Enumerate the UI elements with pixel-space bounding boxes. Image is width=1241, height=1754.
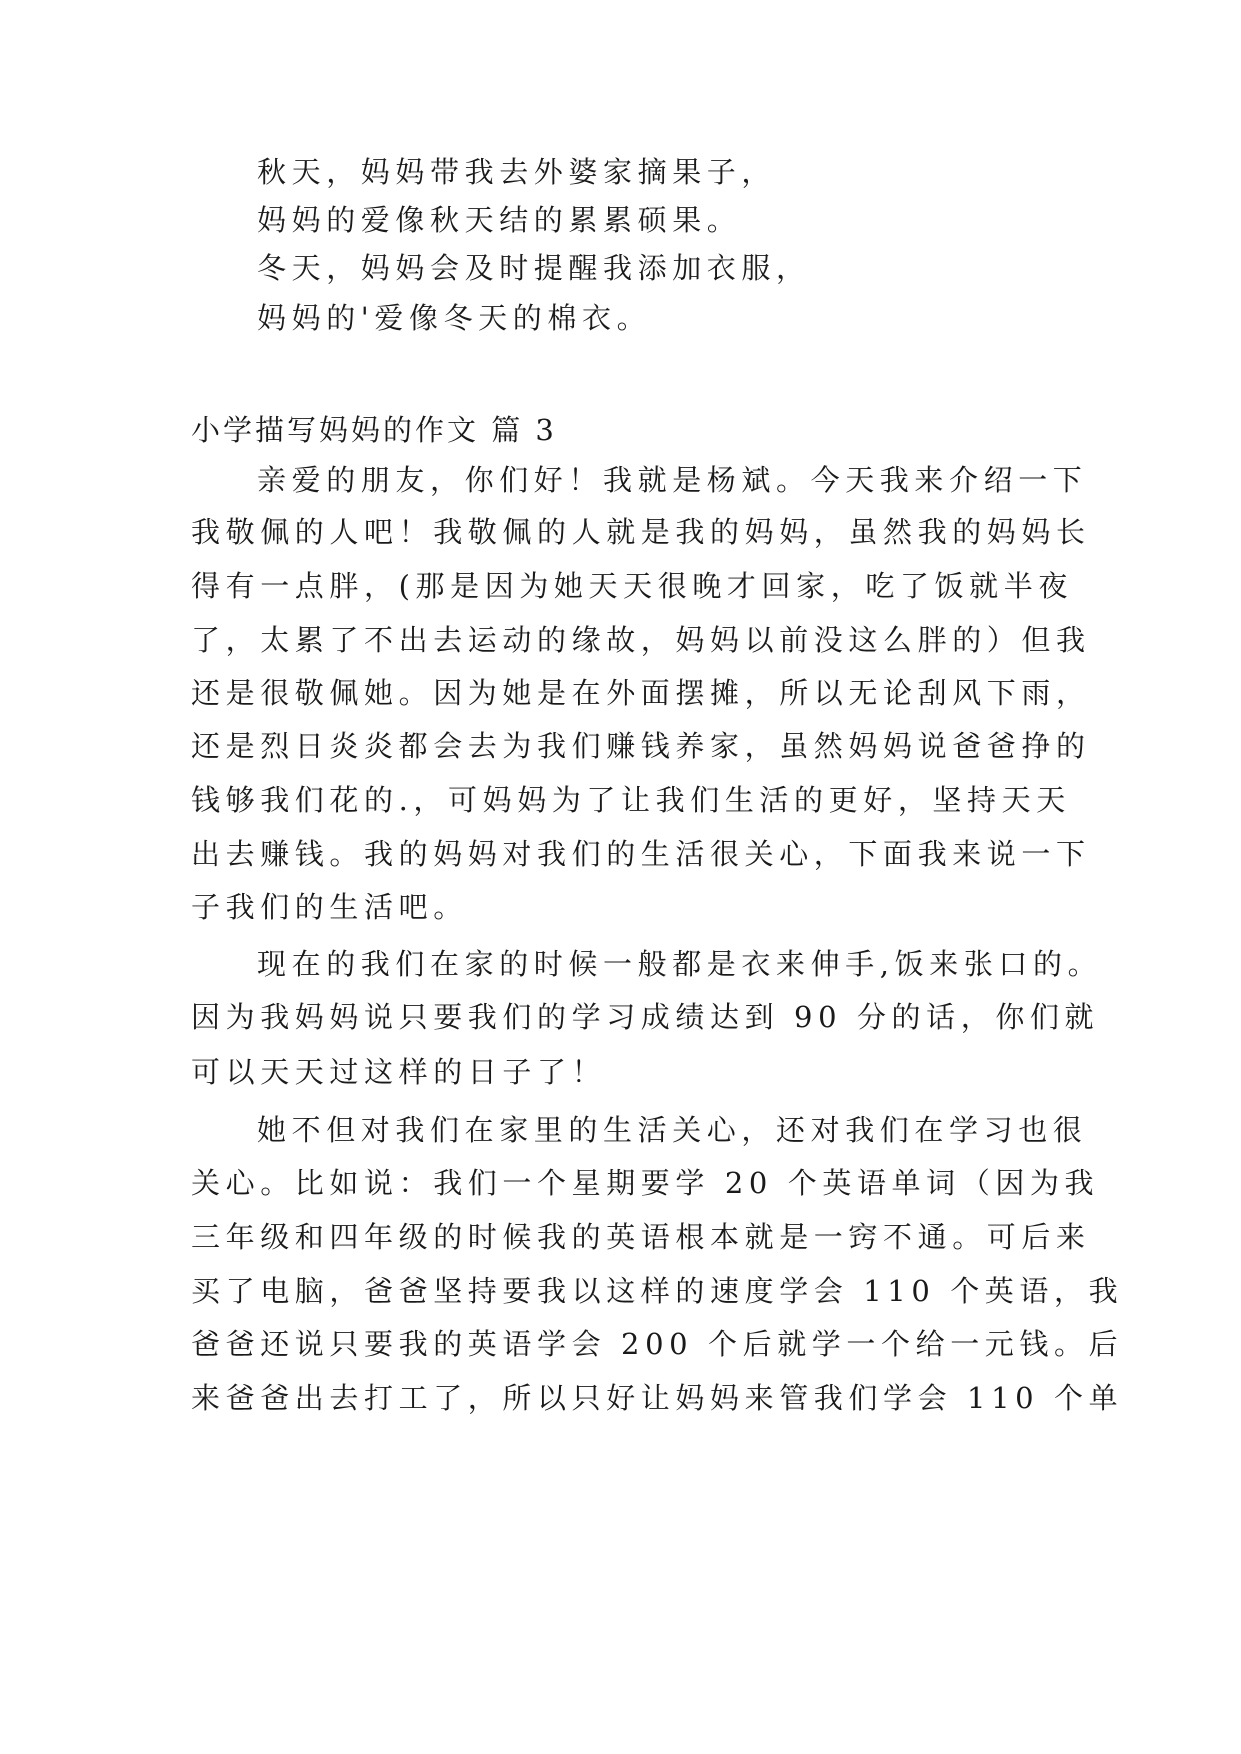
poem-line: 冬天，妈妈会及时提醒我添加衣服， [257, 251, 811, 285]
paragraph-line: 来爸爸出去打工了，所以只好让妈妈来管我们学会 110 个单 [191, 1381, 1124, 1415]
paragraph-line: 子我们的生活吧。 [191, 890, 468, 924]
paragraph-line: 还是很敬佩她。因为她是在外面摆摊，所以无论刮风下雨， [191, 676, 1091, 710]
paragraph-line: 出去赚钱。我的妈妈对我们的生活很关心，下面我来说一下 [191, 837, 1091, 871]
paragraph-line: 爸爸还说只要我的英语学会 200 个后就学一个给一元钱。后 [191, 1327, 1124, 1361]
section-heading: 小学描写妈妈的作文 篇 3 [191, 413, 557, 447]
poem-line: 妈妈的爱像秋天结的累累硕果。 [257, 203, 742, 237]
paragraph-line: 得有一点胖，(那是因为她天天很晚才回家，吃了饭就半夜 [191, 569, 1073, 603]
poem-line: 秋天，妈妈带我去外婆家摘果子， [257, 155, 777, 189]
paragraph-line: 我敬佩的人吧！我敬佩的人就是我的妈妈，虽然我的妈妈长 [191, 515, 1091, 549]
poem-line: 妈妈的'爱像冬天的棉衣。 [257, 301, 652, 335]
paragraph-line: 因为我妈妈说只要我们的学习成绩达到 90 分的话，你们就 [191, 1000, 1100, 1034]
paragraph-line: 买了电脑，爸爸坚持要我以这样的速度学会 110 个英语，我 [191, 1274, 1124, 1308]
paragraph-line: 了，太累了不出去运动的缘故，妈妈以前没这么胖的）但我 [191, 623, 1091, 657]
paragraph-line: 亲爱的朋友，你们好！我就是杨斌。今天我来介绍一下 [257, 463, 1088, 497]
paragraph-line: 现在的我们在家的时候一般都是衣来伸手,饭来张口的。 [257, 947, 1103, 981]
paragraph-line: 三年级和四年级的时候我的英语根本就是一窍不通。可后来 [191, 1220, 1091, 1254]
paragraph-line: 钱够我们花的.，可妈妈为了让我们生活的更好，坚持天天 [191, 783, 1071, 817]
paragraph-line: 关心。比如说：我们一个星期要学 20 个英语单词（因为我 [191, 1166, 1100, 1200]
paragraph-line: 还是烈日炎炎都会去为我们赚钱养家，虽然妈妈说爸爸挣的 [191, 729, 1091, 763]
paragraph-line: 她不但对我们在家里的生活关心，还对我们在学习也很 [257, 1113, 1088, 1147]
paragraph-line: 可以天天过这样的日子了！ [191, 1055, 607, 1089]
